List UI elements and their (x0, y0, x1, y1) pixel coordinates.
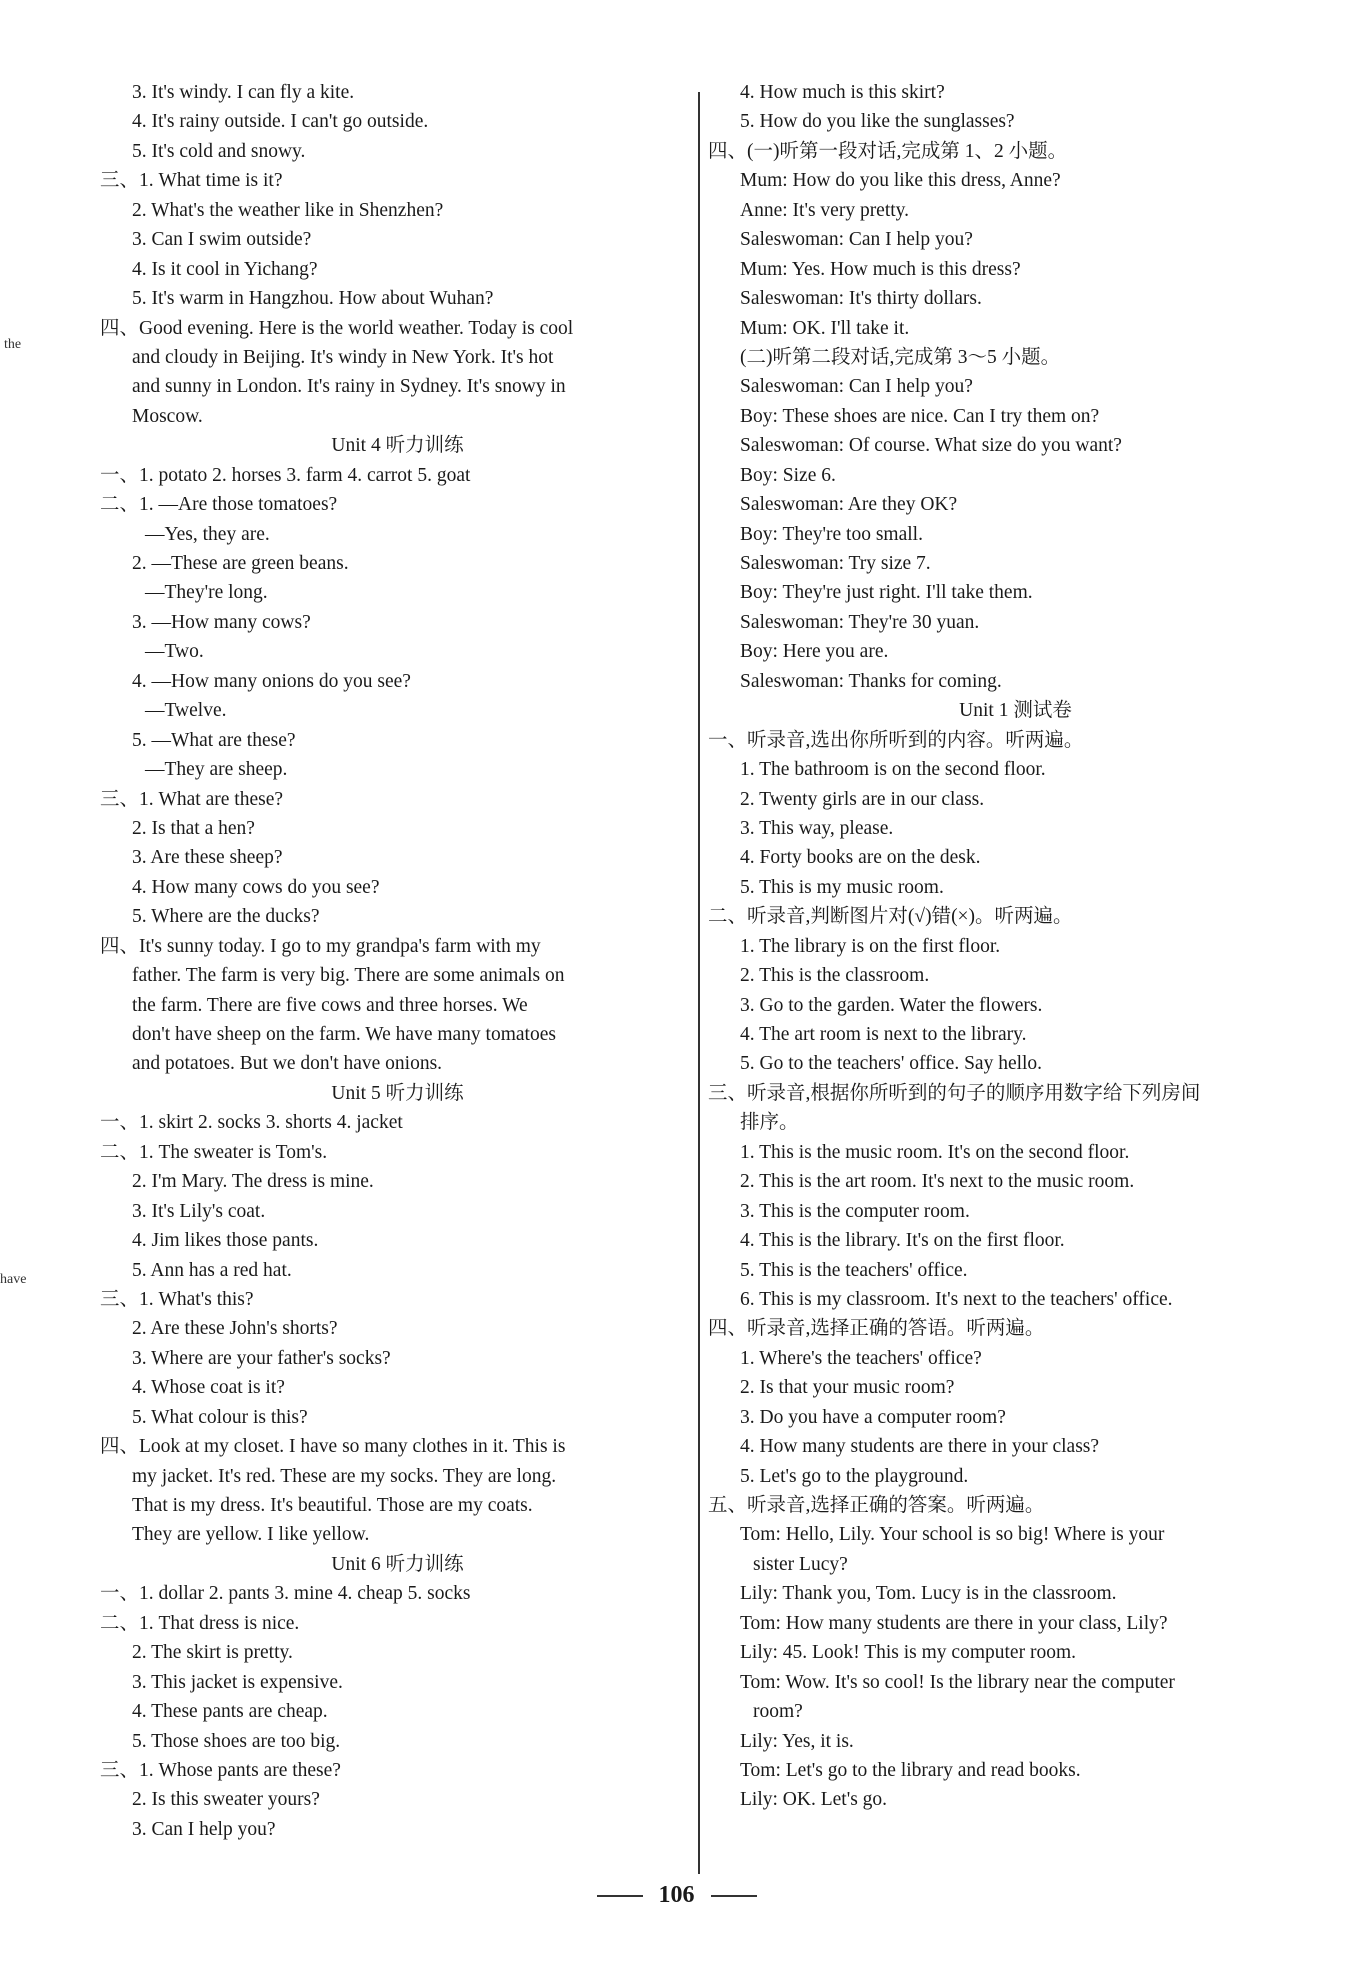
text-line: Anne: It's very pretty. (740, 199, 910, 221)
text-line: Tom: Let's go to the library and read books. (740, 1759, 1081, 1781)
text-line: Boy: These shoes are nice. Can I try them on? (740, 405, 1100, 427)
margin-fragment-bottom: have (0, 1272, 27, 1287)
text-line: 四、听录音,选择正确的答语。听两遍。 (708, 1318, 1045, 1340)
text-line: Lily: 45. Look! This is my computer room. (740, 1642, 1076, 1664)
section-title: Unit 4 听力训练 (331, 435, 464, 457)
text-line: 3. This jacket is expensive. (132, 1671, 343, 1693)
left-column (100, 78, 695, 1844)
text-line: 四、It's sunny today. I go to my grandpa's farm with my (100, 935, 541, 957)
text-line: Saleswoman: They're 30 yuan. (740, 611, 980, 633)
text-line: 2. The skirt is pretty. (132, 1642, 293, 1664)
text-line: and sunny in London. It's rainy in Sydney. It's snowy in (132, 376, 566, 398)
text-line: 四、(一)听第一段对话,完成第 1、2 小题。 (708, 140, 1068, 162)
text-line: 1. This is the music room. It's on the second floor. (740, 1141, 1130, 1163)
text-line: 2. Is this sweater yours? (132, 1789, 320, 1811)
text-line: 5. —What are these? (132, 729, 296, 751)
text-line: They are yellow. I like yellow. (132, 1524, 370, 1546)
text-line: 2. This is the classroom. (740, 965, 930, 987)
text-line: Boy: Size 6. (740, 464, 836, 486)
text-line: my jacket. It's red. These are my socks. They are long. (132, 1465, 557, 1487)
text-line: 5. Go to the teachers' office. Say hello. (740, 1053, 1043, 1075)
text-line: 5. Ann has a red hat. (132, 1259, 292, 1281)
footer-dash-right (711, 1895, 757, 1897)
text-line: 3. This is the computer room. (740, 1200, 970, 1222)
text-line: 3. Do you have a computer room? (740, 1406, 1006, 1428)
text-line: 3. It's windy. I can fly a kite. (132, 82, 355, 103)
text-line: Saleswoman: Thanks for coming. (740, 670, 1002, 692)
text-line: —Yes, they are. (145, 523, 270, 545)
text-line: 三、听录音,根据你所听到的句子的顺序用数字给下列房间 (708, 1082, 1201, 1104)
text-line: 五、听录音,选择正确的答案。听两遍。 (708, 1495, 1045, 1516)
text-line: 2. This is the art room. It's next to the music room. (740, 1171, 1135, 1193)
text-line: 一、听录音,选出你所听到的内容。听两遍。 (708, 729, 1084, 751)
section-title: Unit 5 听力训练 (331, 1082, 464, 1104)
text-line: —Two. (145, 641, 204, 663)
text-line: 三、1. What are these? (100, 788, 284, 810)
section-title: Unit 6 听力训练 (331, 1553, 464, 1575)
right-column (708, 78, 1323, 1815)
text-line: Saleswoman: Of course. What size do you want? (740, 435, 1122, 457)
text-line: 3. Are these sheep? (132, 847, 283, 869)
text-line: Boy: Here you are. (740, 641, 889, 663)
text-line: 4. How much is this skirt? (740, 82, 945, 103)
text-line: 2. I'm Mary. The dress is mine. (132, 1171, 374, 1193)
text-line: 1. Where's the teachers' office? (740, 1347, 982, 1369)
text-line: don't have sheep on the farm. We have many tomatoes (132, 1024, 556, 1045)
text-line: Lily: Yes, it is. (740, 1730, 854, 1752)
section-title: Unit 1 测试卷 (959, 700, 1072, 722)
text-line: Lily: OK. Let's go. (740, 1789, 888, 1811)
text-line: —They're long. (145, 582, 268, 604)
text-line: Saleswoman: Are they OK? (740, 494, 958, 516)
text-line: and potatoes. But we don't have onions. (132, 1053, 443, 1075)
text-line: Tom: How many students are there in your class, Lily? (740, 1612, 1168, 1634)
text-line: 四、Good evening. Here is the world weather. Today is cool (100, 317, 574, 339)
text-line: 1. The library is on the first floor. (740, 935, 1001, 957)
text-line: Moscow. (132, 405, 203, 427)
text-line: 4. The art room is next to the library. (740, 1024, 1027, 1045)
text-line: Boy: They're just right. I'll take them. (740, 582, 1033, 604)
text-line: 三、1. What's this? (100, 1288, 254, 1310)
text-line: 四、Look at my closet. I have so many clothes in it. This is (100, 1436, 566, 1458)
text-line: 二、1. That dress is nice. (100, 1612, 300, 1634)
text-line: 5. Let's go to the playground. (740, 1465, 969, 1487)
text-line: 3. Go to the garden. Water the flowers. (740, 994, 1043, 1016)
text-line: 三、1. Whose pants are these? (100, 1759, 341, 1781)
text-line: 3. Can I swim outside? (132, 229, 312, 251)
text-line: 二、听录音,判断图片对(√)错(×)。听两遍。 (708, 906, 1073, 928)
text-line: 5. Where are the ducks? (132, 906, 320, 928)
text-line: 3. It's Lily's coat. (132, 1200, 266, 1222)
text-line: 4. Jim likes those pants. (132, 1230, 319, 1252)
text-line: Saleswoman: Can I help you? (740, 229, 973, 251)
text-line: 4. These pants are cheap. (132, 1701, 328, 1723)
text-line: 4. Is it cool in Yichang? (132, 258, 318, 280)
text-line: 二、1. —Are those tomatoes? (100, 494, 338, 516)
page-number: 106 (658, 1882, 695, 1908)
text-line: 5. Those shoes are too big. (132, 1730, 341, 1752)
text-line: 5. This is my music room. (740, 876, 944, 898)
text-line: sister Lucy? (753, 1553, 848, 1575)
text-line: 4. —How many onions do you see? (132, 670, 411, 692)
text-line: 5. It's warm in Hangzhou. How about Wuhan? (132, 288, 494, 310)
text-line: 二、1. The sweater is Tom's. (100, 1141, 328, 1163)
text-line: —Twelve. (145, 700, 227, 722)
text-line: 2. What's the weather like in Shenzhen? (132, 199, 444, 221)
text-line: Tom: Hello, Lily. Your school is so big! Where is your (740, 1524, 1165, 1546)
text-line: Boy: They're too small. (740, 523, 923, 545)
text-line: 5. This is the teachers' office. (740, 1259, 968, 1281)
text-line: 排序。 (740, 1112, 799, 1134)
text-line: 2. —These are green beans. (132, 553, 349, 574)
text-line: 2. Is that your music room? (740, 1377, 955, 1399)
column-divider (698, 92, 700, 1874)
text-line: 一、1. potato 2. horses 3. farm 4. carrot 5. goat (100, 464, 471, 486)
text-line: 4. This is the library. It's on the first floor. (740, 1230, 1065, 1252)
text-line: 5. What colour is this? (132, 1406, 308, 1428)
text-line: (二)听第二段对话,完成第 3～5 小题。 (740, 346, 1061, 368)
text-line: 4. It's rainy outside. I can't go outside. (132, 111, 429, 133)
text-line: 5. It's cold and snowy. (132, 140, 306, 162)
text-line: 2. Is that a hen? (132, 817, 255, 839)
text-line: 4. How many cows do you see? (132, 876, 380, 898)
text-line: the farm. There are five cows and three horses. We (132, 994, 528, 1016)
text-line: Mum: OK. I'll take it. (740, 317, 910, 339)
text-line: 4. How many students are there in your class? (740, 1436, 1100, 1458)
text-line: Mum: How do you like this dress, Anne? (740, 170, 1061, 192)
text-line: Saleswoman: It's thirty dollars. (740, 288, 982, 310)
text-line: 3. Where are your father's socks? (132, 1347, 391, 1369)
text-line: 一、1. skirt 2. socks 3. shorts 4. jacket (100, 1112, 403, 1134)
text-line: 4. Whose coat is it? (132, 1377, 285, 1399)
margin-fragment-top: the (4, 337, 22, 352)
text-line: 3. Can I help you? (132, 1818, 276, 1840)
text-line: 三、1. What time is it? (100, 170, 283, 192)
text-line: Mum: Yes. How much is this dress? (740, 258, 1021, 280)
text-line: 3. This way, please. (740, 817, 894, 839)
text-line: That is my dress. It's beautiful. Those are my coats. (132, 1495, 533, 1516)
text-line: —They are sheep. (145, 759, 288, 781)
text-line: Tom: Wow. It's so cool! Is the library near the computer (740, 1671, 1175, 1693)
text-line: 2. Are these John's shorts? (132, 1318, 338, 1340)
text-line: 6. This is my classroom. It's next to the teachers' office. (740, 1288, 1173, 1310)
text-line: 5. How do you like the sunglasses? (740, 111, 1015, 133)
text-line: 3. —How many cows? (132, 611, 311, 633)
footer-dash-left (597, 1895, 643, 1897)
text-line: Saleswoman: Can I help you? (740, 376, 973, 398)
text-line: Saleswoman: Try size 7. (740, 553, 931, 574)
text-line: 2. Twenty girls are in our class. (740, 788, 985, 810)
text-line: Lily: Thank you, Tom. Lucy is in the classroom. (740, 1583, 1117, 1605)
text-line: room? (753, 1701, 803, 1723)
text-line: 4. Forty books are on the desk. (740, 847, 981, 869)
page-footer (0, 1882, 1353, 1909)
text-line: father. The farm is very big. There are some animals on (132, 965, 565, 987)
text-line: and cloudy in Beijing. It's windy in New York. It's hot (132, 346, 554, 368)
text-line: 一、1. dollar 2. pants 3. mine 4. cheap 5. socks (100, 1583, 471, 1605)
text-line: 1. The bathroom is on the second floor. (740, 759, 1046, 781)
